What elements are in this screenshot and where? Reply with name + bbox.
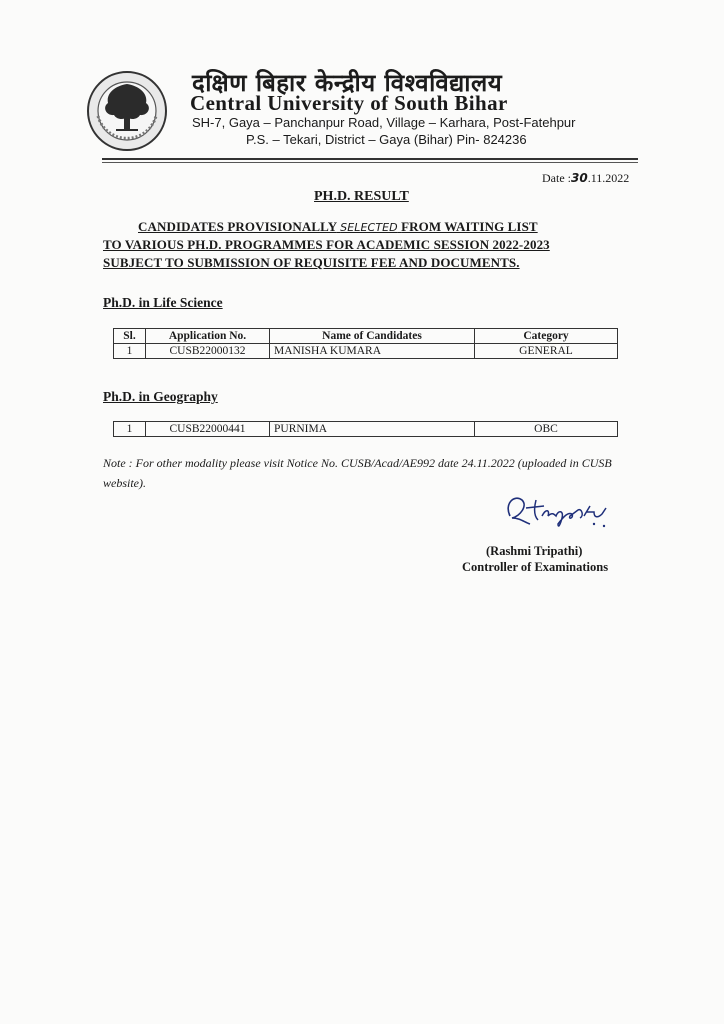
section-title-geography: Ph.D. in Geography bbox=[103, 389, 218, 404]
date-day-handwritten: 30 bbox=[571, 171, 588, 185]
cell-application-no: CUSB22000441 bbox=[146, 422, 270, 437]
column-header-name: Name of Candidates bbox=[270, 329, 475, 344]
column-header-category: Category bbox=[475, 329, 618, 344]
date-label: Date : bbox=[542, 171, 571, 185]
university-name-hindi: दक्षिण बिहार केन्द्रीय विश्वविद्यालय bbox=[192, 69, 503, 97]
cell-category: GENERAL bbox=[475, 344, 618, 359]
column-header-application-no: Application No. bbox=[146, 329, 270, 344]
letterhead-divider bbox=[102, 158, 638, 160]
heading-line-1 bbox=[138, 219, 538, 235]
heading-line-3: SUBJECT TO SUBMISSION OF REQUISITE FEE AND DOCUMENTS. bbox=[103, 255, 520, 270]
cell-category: OBC bbox=[475, 422, 618, 437]
university-emblem-icon bbox=[86, 70, 168, 152]
notice-date bbox=[542, 171, 629, 186]
cell-candidate-name: PURNIMA bbox=[270, 422, 475, 437]
table-row bbox=[114, 422, 618, 437]
cell-application-no: CUSB22000132 bbox=[146, 344, 270, 359]
column-header-sl: Sl. bbox=[114, 329, 146, 344]
life-science-table bbox=[113, 328, 618, 359]
table-header-row bbox=[114, 329, 618, 344]
address-line-2: P.S. – Tekari, District – Gaya (Bihar) Pin- 824236 bbox=[246, 132, 527, 147]
heading-line-1-post: FROM WAITING LIST bbox=[401, 219, 538, 234]
university-name-english: Central University of South Bihar bbox=[190, 91, 508, 115]
heading-line-1-pre: CANDIDATES PROVISIONALLY bbox=[138, 219, 337, 234]
cell-sl: 1 bbox=[114, 344, 146, 359]
signatory-name: (Rashmi Tripathi) bbox=[486, 544, 583, 558]
modality-note: Note : For other modality please visit Notice No. CUSB/Acad/AE992 date 24.11.2022 (uploaded in CUSB website). bbox=[103, 456, 612, 490]
page-title: PH.D. RESULT bbox=[314, 189, 409, 204]
heading-line-2: TO VARIOUS PH.D. PROGRAMMES FOR ACADEMIC SESSION 2022-2023 bbox=[103, 237, 550, 252]
cell-candidate-name: MANISHA KUMARA bbox=[270, 344, 475, 359]
signature-image bbox=[498, 486, 618, 530]
geography-table bbox=[113, 421, 618, 437]
heading-handwritten-word: SELECTED bbox=[340, 221, 398, 234]
address-line-1: SH-7, Gaya – Panchanpur Road, Village – Karhara, Post-Fatehpur bbox=[192, 115, 576, 130]
section-title-life-science: Ph.D. in Life Science bbox=[103, 295, 223, 310]
date-rest: .11.2022 bbox=[587, 171, 630, 185]
cell-sl: 1 bbox=[114, 422, 146, 437]
signatory-designation: Controller of Examinations bbox=[462, 560, 609, 574]
letterhead-divider-thin bbox=[102, 162, 638, 163]
table-row bbox=[114, 344, 618, 359]
